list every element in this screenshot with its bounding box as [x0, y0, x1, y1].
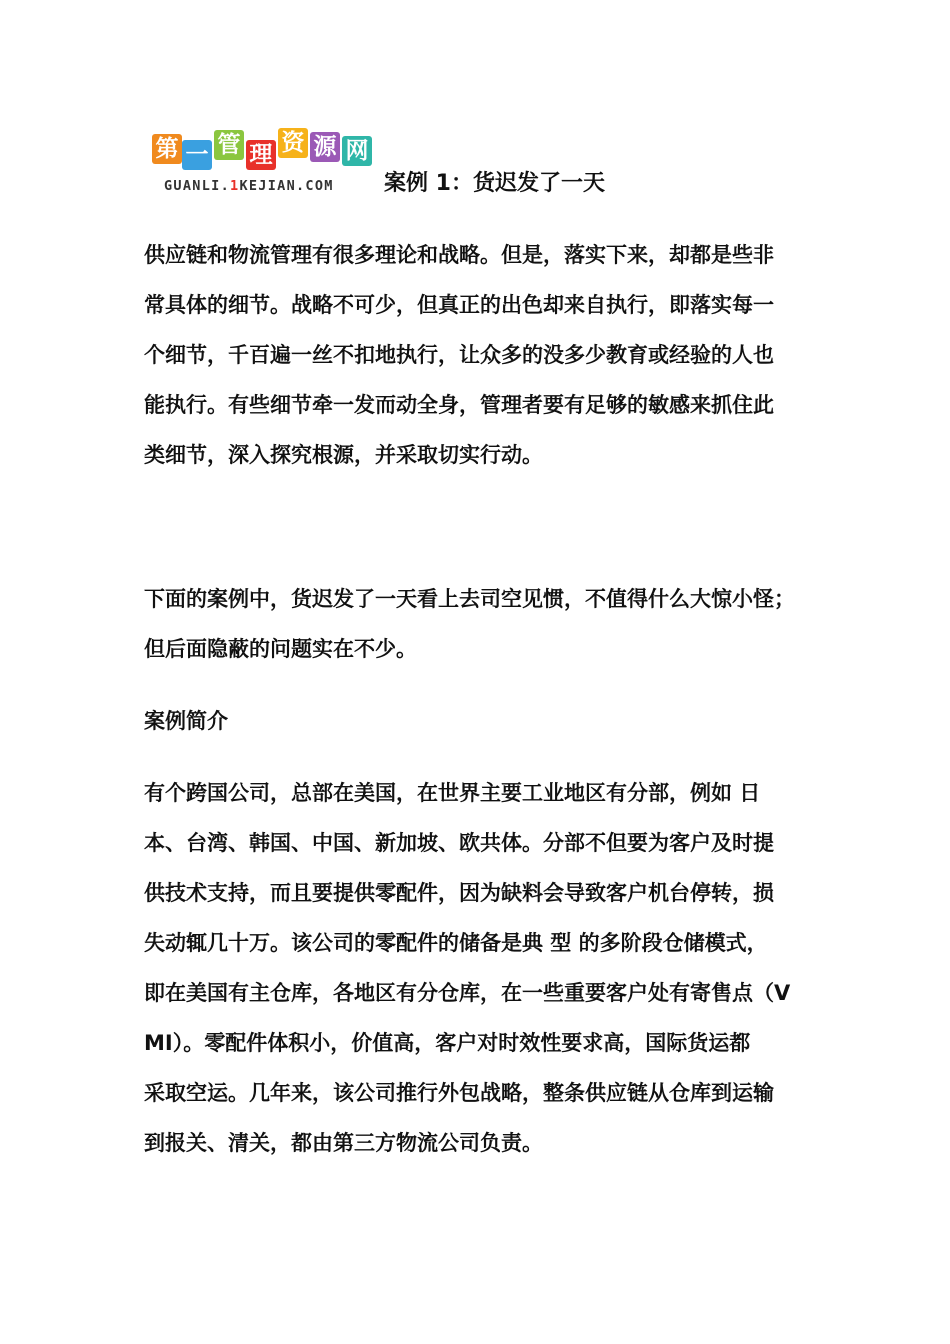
logo-tile-3: 管 — [214, 130, 244, 160]
lead-line: 但后面隐蔽的问题实在不少。 — [144, 637, 417, 661]
document-title: 案例 1：货迟发了一天 — [384, 171, 605, 196]
section-heading: 案例简介 — [144, 709, 228, 733]
logo-tile-4: 理 — [246, 140, 276, 170]
intro-line: 能执行。有些细节牵一发而动全身，管理者要有足够的敏感来抓住此 — [144, 393, 774, 417]
body-line: 失动辄几十万。该公司的零配件的储备是典 型 的多阶段仓储模式， — [144, 931, 768, 955]
body-line: 有个跨国公司，总部在美国，在世界主要工业地区有分部，例如 日 — [144, 781, 761, 805]
body-line: 即在美国有主仓库，各地区有分仓库，在一些重要客户处有寄售点（V — [144, 981, 791, 1005]
intro-line: 个细节，千百遍一丝不扣地执行，让众多的没多少教育或经验的人也 — [144, 343, 774, 367]
logo-tile-6: 源 — [310, 132, 340, 162]
intro-line: 类细节，深入探究根源，并采取切实行动。 — [144, 443, 543, 467]
logo-tile-2: 一 — [182, 140, 212, 170]
lead-line: 下面的案例中，货迟发了一天看上去司空见惯，不值得什么大惊小怪； — [144, 587, 795, 611]
logo-tile-7: 网 — [342, 136, 372, 166]
body-line: 本、台湾、韩国、中国、新加坡、欧共体。分部不但要为客户及时提 — [144, 831, 774, 855]
intro-line: 供应链和物流管理有很多理论和战略。但是，落实下来，却都是些非 — [144, 243, 774, 267]
body-line: 到报关、清关，都由第三方物流公司负责。 — [144, 1131, 543, 1155]
logo-url: GUANLI.1KEJIAN.COM — [164, 178, 334, 194]
intro-line: 常具体的细节。战略不可少，但真正的出色却来自执行，即落实每一 — [144, 293, 774, 317]
body-line: 采取空运。几年来，该公司推行外包战略，整条供应链从仓库到运输 — [144, 1081, 774, 1105]
logo-tile-5: 资 — [278, 128, 308, 158]
logo-tile-1: 第 — [152, 134, 182, 164]
body-line: 供技术支持，而且要提供零配件，因为缺料会导致客户机台停转，损 — [144, 881, 774, 905]
body-line: MI）。零配件体积小，价值高，客户对时效性要求高，国际货运都 — [144, 1031, 751, 1055]
site-logo — [150, 122, 380, 200]
